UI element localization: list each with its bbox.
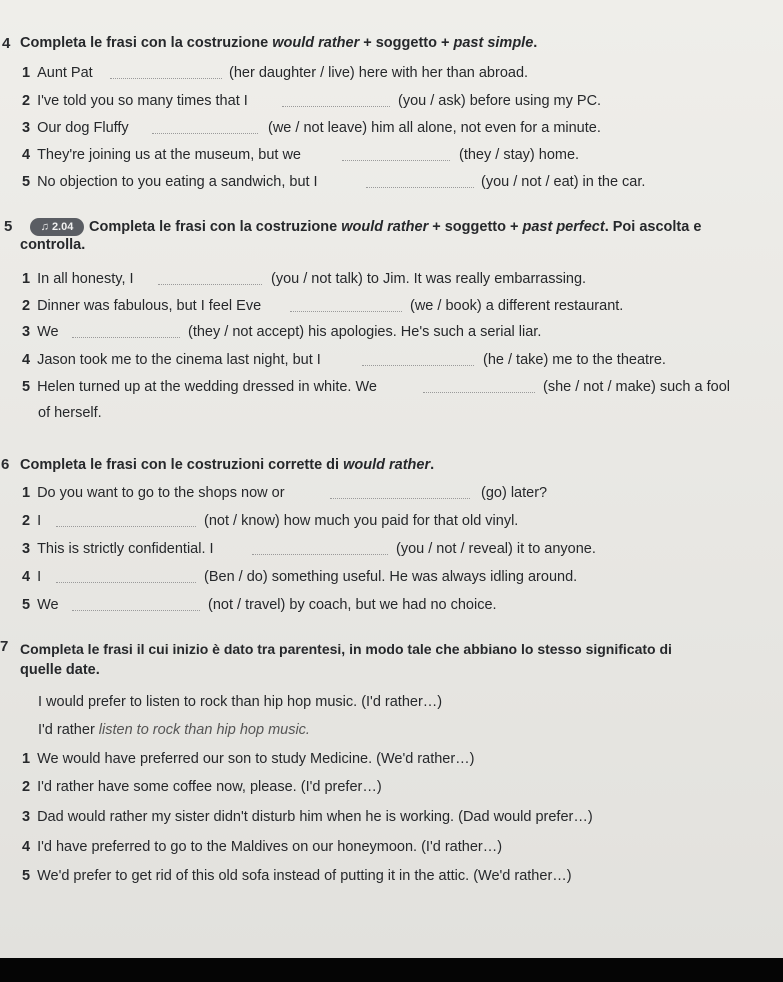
exercise-6-number: 6 [1,456,10,473]
exercise-6-title: Completa le frasi con le costruzioni corrette di would rather. [20,457,435,473]
exercise-7-example: I would prefer to listen to rock than hip hop music. (I'd rather…) [38,694,443,710]
exercise-4-item-1-cue: (her daughter / live) here with her than abroad. [229,65,529,81]
exercise-5-item-2-gap[interactable] [290,299,402,312]
headphones-icon: ♫ [40,221,49,233]
exercise-4-item-4-gap[interactable] [342,148,450,161]
exercise-4-item-5-cue: (you / not / eat) in the car. [481,174,646,190]
exercise-4-item-4-cue: (they / stay) home. [459,147,580,163]
exercise-5-item-5: 5 Helen turned up at the wedding dressed in white. We [22,379,377,395]
exercise-7-title: Completa le frasi il cui inizio è dato tra parentesi, in modo tale che abbiano lo stesso significato di [20,641,672,657]
exercise-5-item-1-cue: (you / not talk) to Jim. It was really embarrassing. [271,271,587,287]
exercise-5-item-5-continuation: of herself. [38,405,102,421]
exercise-4-item-5: 5 No objection to you eating a sandwich, but I [22,174,318,190]
bottom-black-bar [0,958,783,982]
exercise-7-item-4: 4 I'd have preferred to go to the Maldives on our honeymoon. (I'd rather…) [22,839,503,855]
exercise-5-item-5-gap[interactable] [423,380,535,393]
exercise-4-item-2-cue: (you / ask) before using my PC. [398,93,602,109]
exercise-4-item-5-gap[interactable] [366,175,474,188]
exercise-4-item-3-gap[interactable] [152,121,258,134]
exercise-5-item-3-cue: (they / not accept) his apologies. He's such a serial liar. [188,324,542,340]
exercise-6-item-3-gap[interactable] [252,542,388,555]
exercise-5-item-1: 1 In all honesty, I [22,271,134,287]
exercise-6-item-4-gap[interactable] [56,570,196,583]
exercise-6-item-4: 4 I [22,569,42,585]
exercise-6-item-2: 2 I [22,513,42,529]
exercise-6-item-5-cue: (not / travel) by coach, but we had no choice. [208,597,497,613]
exercise-5-item-3: 3 We [22,324,59,340]
exercise-6-item-5: 5 We [22,597,59,613]
exercise-6-item-3: 3 This is strictly confidential. I [22,541,214,557]
exercise-6-item-1: 1 Do you want to go to the shops now or [22,485,285,501]
exercise-5-item-4-cue: (he / take) me to the theatre. [483,352,666,368]
exercise-5-item-2-cue: (we / book) a different restaurant. [410,298,624,314]
exercise-4-item-2-gap[interactable] [282,94,390,107]
exercise-7-item-1: 1 We would have preferred our son to study Medicine. (We'd rather…) [22,751,475,767]
exercise-7-number: 7 [0,638,9,655]
exercise-5-title-line-2: controlla. [20,237,86,253]
exercise-6-item-5-gap[interactable] [72,598,200,611]
exercise-6-item-2-cue: (not / know) how much you paid for that old vinyl. [204,513,519,529]
exercise-5-number: 5 [4,218,13,235]
exercise-6-item-2-gap[interactable] [56,514,196,527]
exercise-5-item-4-gap[interactable] [362,353,474,366]
exercise-5-item-2: 2 Dinner was fabulous, but I feel Eve [22,298,262,314]
audio-track-badge[interactable] [30,218,84,236]
exercise-5-item-1-gap[interactable] [158,272,262,285]
exercise-4-title: Completa le frasi con la costruzione would rather + soggetto + past simple. [20,35,538,51]
exercise-4-item-3-cue: (we / not leave) him all alone, not even for a minute. [268,120,601,136]
exercise-7-item-2: 2 I'd rather have some coffee now, please. (I'd prefer…) [22,779,382,795]
exercise-6-item-3-cue: (you / not / reveal) it to anyone. [396,541,596,557]
exercise-7-item-5: 5 We'd prefer to get rid of this old sofa instead of putting it in the attic. (We'd rather…) [22,868,572,884]
exercise-6-item-4-cue: (Ben / do) something useful. He was always idling around. [204,569,578,585]
exercise-5-item-4: 4 Jason took me to the cinema last night, but I [22,352,321,368]
exercise-7-example-answer: I'd rather listen to rock than hip hop music. [38,722,310,738]
exercise-5-title: Completa le frasi con la costruzione would rather + soggetto + past perfect. Poi ascolta e [89,219,702,235]
exercise-4-item-3: 3 Our dog Fluffy [22,120,129,136]
exercise-4-item-1-gap[interactable] [110,66,222,79]
exercise-7-item-3: 3 Dad would rather my sister didn't disturb him when he is working. (Dad would prefer…) [22,809,593,825]
exercise-4-item-2: 2 I've told you so many times that I [22,93,248,109]
exercise-4-item-4: 4 They're joining us at the museum, but we [22,147,301,163]
exercise-7-title-line-2: quelle date. [20,662,100,678]
exercise-4-item-1: 1 Aunt Pat [22,65,93,81]
exercise-6-item-1-cue: (go) later? [481,485,548,501]
exercise-5-item-3-gap[interactable] [72,325,180,338]
exercise-6-item-1-gap[interactable] [330,486,470,499]
exercise-5-item-5-cue: (she / not / make) such a fool [543,379,730,395]
audio-track-number: 2.04 [51,221,74,233]
exercise-4-number: 4 [2,35,11,52]
